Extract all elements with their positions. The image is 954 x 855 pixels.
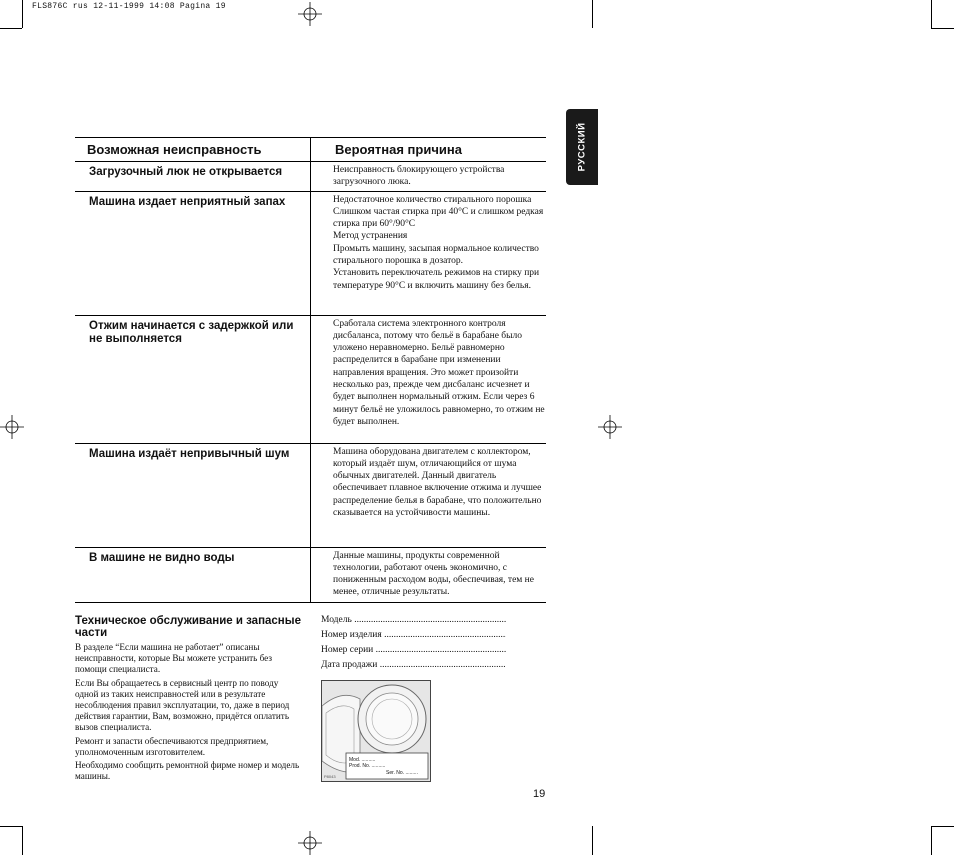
page-number: 19 xyxy=(533,788,546,800)
table-row xyxy=(75,443,546,547)
language-tab xyxy=(566,109,598,185)
fault-text: В машине не видно воды xyxy=(75,547,311,602)
fault-text: Загрузочный люк не открывается xyxy=(75,162,311,192)
crop-mark xyxy=(931,0,932,28)
rating-plate-illustration xyxy=(321,680,431,782)
registration-mark-icon xyxy=(598,415,622,439)
crop-mark xyxy=(592,0,593,28)
product-info-fields xyxy=(321,613,506,673)
print-header: FLS876C rus 12-11-1999 14:08 Pagina 19 xyxy=(32,2,226,11)
crop-mark xyxy=(22,0,23,28)
cause-text: Данные машины, продукты современной технологии, работают очень экономично, с пониженным расходом воды, обеспечивая, тем не менее, отличные результаты. xyxy=(311,547,547,602)
table-row xyxy=(75,315,546,443)
plate-serial: Ser. No. ......... xyxy=(386,770,418,776)
column-header-cause: Вероятная причина xyxy=(311,138,547,162)
cause-line: Установить переключатель режимов на стирку при температуре 90°C и включить машину без белья. xyxy=(333,268,540,291)
column-header-fault: Возможная неисправность xyxy=(75,138,311,162)
table-row xyxy=(75,547,546,602)
maintenance-paragraph: Необходимо сообщить ремонтной фирме номер и модель машины. xyxy=(75,760,300,782)
crop-mark xyxy=(22,826,23,855)
cause-line: Промыть машину, засыпая нормальное количество стирального порошка в дозатор. xyxy=(333,243,539,267)
maintenance-paragraph: Если Вы обращаетесь в сервисный центр по поводу одной из таких неисправностей или в результате несоблюдения правил эксплуатации, то, даже в период действия гарантии, Вам, возможно, придётся оплатить вызов специалиста. xyxy=(75,677,290,733)
table-row xyxy=(75,162,546,192)
registration-mark-icon xyxy=(298,831,322,855)
maintenance-paragraph: Ремонт и запасти обеспечиваются предприятием, уполномоченным изготовителем. xyxy=(75,735,269,757)
cause-text xyxy=(311,191,547,315)
field-product-number: Номер изделия ..... xyxy=(321,628,506,643)
field-sale-date: Дата продажи ..... xyxy=(321,658,506,673)
crop-mark xyxy=(0,28,22,29)
maintenance-paragraph: В разделе “Если машина не работает” описаны неисправности, которые Вы можете устранить без помощи специалиста. xyxy=(75,642,273,675)
cause-text: Машина оборудована двигателем с коллектором, который издаёт шум, отличающийся от шума обычных двигателей. Данный двигатель обеспечивает плавное включение отжима и лучшее распределение белья в барабане, что положительно сказывается на устойчивости машины. xyxy=(311,443,547,547)
cause-line: Недостаточное количество стирального порошка xyxy=(333,194,532,205)
crop-mark xyxy=(0,826,22,827)
table-row xyxy=(75,191,546,315)
fault-text: Машина издаёт непривычный шум xyxy=(75,443,311,547)
maintenance-section xyxy=(75,615,303,784)
plate-model: Mod. .......... xyxy=(349,757,376,763)
language-tab-label: РУССКИЙ xyxy=(576,122,588,172)
crop-mark xyxy=(931,28,954,29)
registration-mark-icon xyxy=(0,415,24,439)
maintenance-title: Техническое обслуживание и запасные части xyxy=(75,615,301,639)
fault-text: Отжим начинается с задержкой или не выполняется xyxy=(75,315,311,443)
troubleshooting-table xyxy=(75,137,546,603)
crop-mark xyxy=(931,826,932,855)
field-model: Модель ..... xyxy=(321,613,506,628)
fault-text: Машина издает неприятный запах xyxy=(75,191,311,315)
cause-line: Слишком частая стирка при 40°C и слишком редкая стирка при 60°/90°C xyxy=(333,206,544,230)
cause-line: Метод устранения xyxy=(333,231,408,242)
crop-mark xyxy=(931,826,954,827)
field-serial-number: Номер серии ..... xyxy=(321,643,506,658)
plate-corner-code: P8043 xyxy=(324,774,336,779)
crop-mark xyxy=(592,826,593,855)
cause-text: Сработала система электронного контроля дисбаланса, потому что бельё в барабане было уложено неравномерно. Бельё равномерно распределится в барабане при изменении направления вращения. Это может произойти несколько раз, прежде чем дисбаланс исчезнет и будет выполнен нормальный отжим. Если через 6 минут бельё не уложилось равномерно, то отжим не будет выполнен. xyxy=(311,315,547,443)
registration-mark-icon xyxy=(298,2,322,26)
cause-text: Неисправность блокирующего устройства загрузочного люка. xyxy=(311,162,547,192)
plate-product-number: Prod. No. .......... xyxy=(349,763,386,769)
